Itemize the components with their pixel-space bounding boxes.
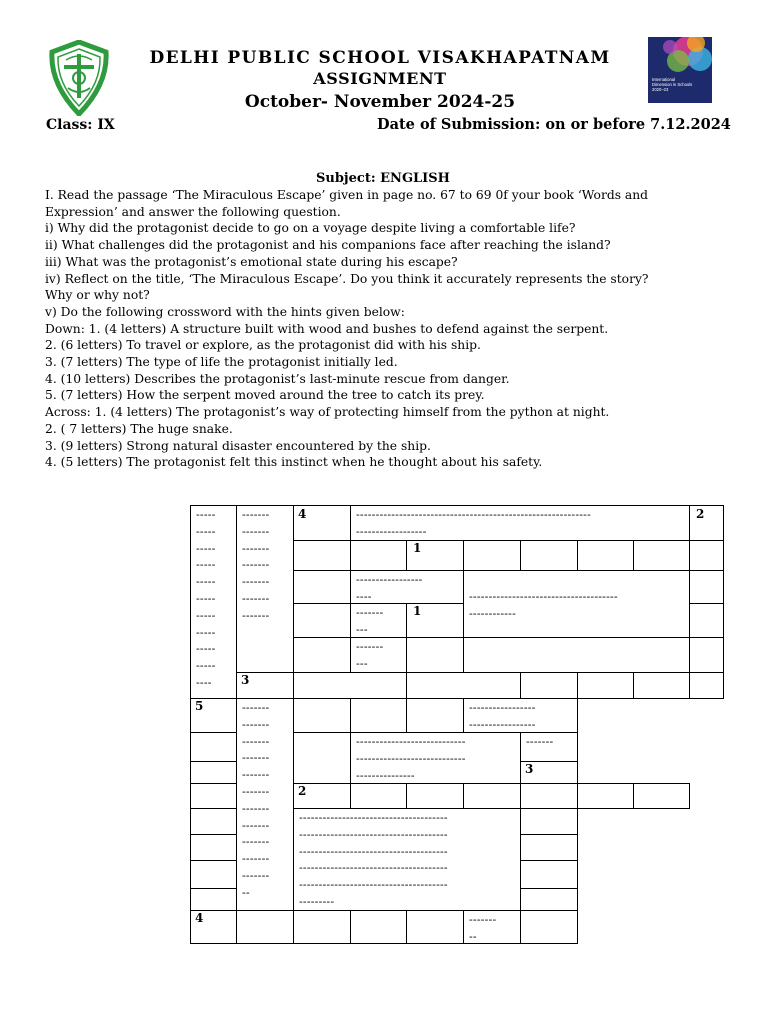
dash-filler: ----- ----- ----- ----- ----- ----- ----- ----- ----- ----- ---- xyxy=(196,508,216,689)
document-type: ASSIGNMENT xyxy=(313,69,447,88)
question-3: iii) What was the protagonist’s emotional state during his escape? xyxy=(45,254,458,269)
dash-filler: ------- ------- ------- ------- ------- ------- ------- xyxy=(242,508,270,622)
clue-number: 1 xyxy=(413,541,422,555)
question-4: iv) Reflect on the title, ‘The Miraculous Escape’. Do you think it accurately represents the story? xyxy=(45,271,649,286)
dash-filler: ------- ------- ------- ------- ------- ------- ------- ------- ------- ------- ------- -- xyxy=(242,701,270,899)
across-clue-2: 2. ( 7 letters) The huge snake. xyxy=(45,421,233,436)
dash-filler: ------- --- xyxy=(356,606,384,636)
down-clue-4: 4. (10 letters) Describes the protagonist’s last-minute rescue from danger. xyxy=(45,371,510,386)
text-line: Why or why not? xyxy=(45,288,150,303)
question-text xyxy=(45,187,745,471)
school-logo-icon xyxy=(46,40,112,116)
question-2: ii) What challenges did the protagonist and his companions face after reaching the island? xyxy=(45,238,611,253)
dash-filler: ---------------------------- ---------------------------- --------------- xyxy=(356,735,466,782)
class-label: Class: IX xyxy=(46,117,115,133)
clue-number: 5 xyxy=(195,699,204,713)
dash-filler: ------- --- xyxy=(356,640,384,670)
across-clue-1: Across: 1. (4 letters) The protagonist’s way of protecting himself from the python at night. xyxy=(45,405,610,420)
badge-text: International Dimension in Schools 2020–23 xyxy=(652,77,693,92)
clue-number: 3 xyxy=(525,762,534,776)
across-clue-3: 3. (9 letters) Strong natural disaster encountered by the ship. xyxy=(45,438,431,453)
dash-filler: ----------------- ---- xyxy=(356,573,423,603)
dash-filler: -------------------------------------- ------------ xyxy=(469,590,618,620)
clue-number: 1 xyxy=(413,604,422,618)
across-clue-4: 4. (5 letters) The protagonist felt this instinct when he thought about his safety. xyxy=(45,455,543,470)
dash-filler: ------- xyxy=(526,735,554,748)
dash-filler: -------------------------------------- -------------------------------------- -------------------------------------- -------------------------------------- -------------------------------------- --------- xyxy=(299,811,448,908)
submission-date: Date of Submission: on or before 7.12.2024 xyxy=(377,116,731,133)
clue-number: 2 xyxy=(298,784,307,798)
down-clue-5: 5. (7 letters) How the serpent moved around the tree to catch its prey. xyxy=(45,388,485,403)
clue-number: 2 xyxy=(696,507,705,521)
clue-number: 3 xyxy=(241,673,250,687)
down-clue-3: 3. (7 letters) The type of life the protagonist initially led. xyxy=(45,355,398,370)
school-name: DELHI PUBLIC SCHOOL VISAKHAPATNAM xyxy=(149,48,611,68)
clue-number: 4 xyxy=(298,507,307,521)
text-line: Expression’ and answer the following question. xyxy=(45,204,341,219)
text-line: I. Read the passage ‘The Miraculous Escape’ given in page no. 67 to 69 0f your book ‘Words and xyxy=(45,188,649,202)
dash-filler: ------- -- xyxy=(469,913,497,943)
dash-filler: ----------------- ----------------- xyxy=(469,701,536,731)
question-5: v) Do the following crossword with the hints given below: xyxy=(45,304,405,319)
subject-heading: Subject: ENGLISH xyxy=(316,171,450,186)
down-clue-2: 2. (6 letters) To travel or explore, as the protagonist did with his ship. xyxy=(45,338,481,353)
question-1: i) Why did the protagonist decide to go on a voyage despite living a comfortable life? xyxy=(45,221,576,236)
down-clue-1: Down: 1. (4 letters) A structure built with wood and bushes to defend against the serpent. xyxy=(45,321,609,336)
international-dimension-badge xyxy=(648,37,712,103)
dash-filler: ------------------------------------------------------------ ------------------ xyxy=(356,508,592,538)
clue-number: 4 xyxy=(195,911,204,925)
period-title: October- November 2024-25 xyxy=(244,92,516,112)
